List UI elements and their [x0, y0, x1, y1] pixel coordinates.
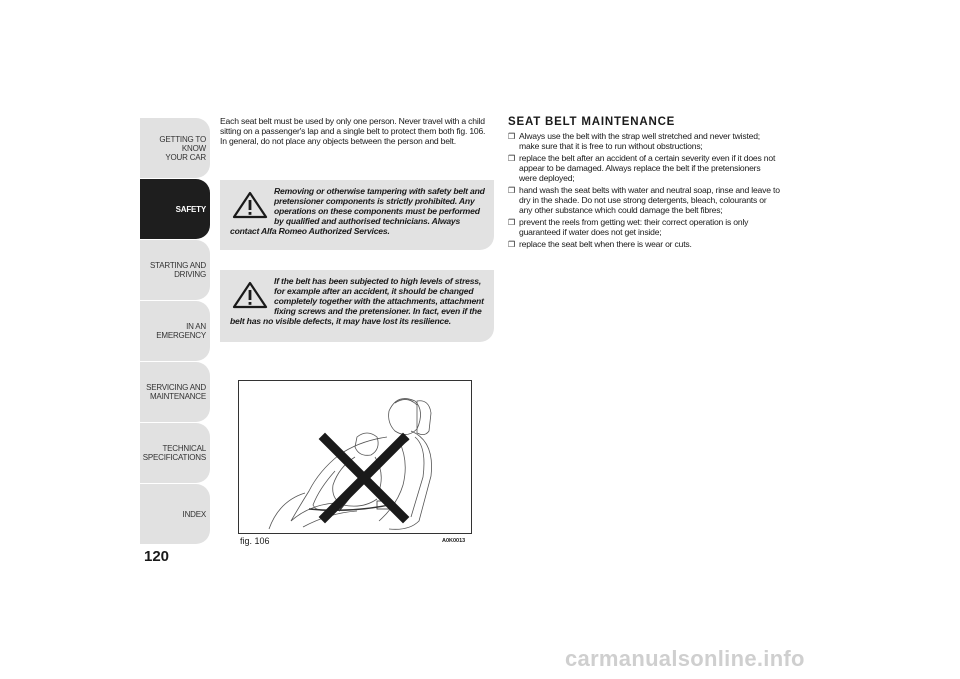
- list-item-text: replace the seat belt when there is wear or cuts.: [519, 239, 692, 249]
- tab-label: IN AN EMERGENCY: [156, 322, 206, 340]
- watermark: carmanualsonline.info: [565, 646, 805, 671]
- list-item-text: hand wash the seat belts with water and neutral soap, rinse and leave to dry in the shade. Do not use strong detergents, bleach, colourants or any other substance which could damage the belt fibres;: [519, 185, 780, 215]
- tab-label: SAFETY: [175, 204, 206, 214]
- list-item: [508, 131, 780, 151]
- warning-triangle-icon: [230, 280, 270, 310]
- seat-belt-illustration: [239, 381, 471, 533]
- tab-getting-to-know-your-car[interactable]: [140, 118, 210, 178]
- tab-in-an-emergency[interactable]: [140, 301, 210, 361]
- warning-triangle-icon: [230, 190, 270, 220]
- page-number: 120: [144, 548, 170, 565]
- intro-paragraph: Each seat belt must be used by only one person. Never travel with a child sitting on a passenger's lap and a single belt to protect them both fig. 106. In general, do not place any objects between the person and belt.: [220, 116, 486, 146]
- tab-label: STARTING AND DRIVING: [150, 261, 206, 279]
- list-item-text: prevent the reels from getting wet: their correct operation is only guaranteed if water does not get inside;: [519, 217, 749, 237]
- figure-code: A0K0013: [442, 538, 466, 544]
- tab-servicing-and-maintenance[interactable]: [140, 362, 210, 422]
- tab-technical-specifications[interactable]: [140, 423, 210, 483]
- tab-label: INDEX: [182, 509, 206, 519]
- list-item: [508, 217, 780, 237]
- list-item-text: replace the belt after an accident of a certain severity even if it does not appear to be damaged. Always replace the belt if the pretensioners were deployed;: [519, 153, 776, 183]
- tab-index[interactable]: [140, 484, 210, 544]
- bullet-box-icon: ❒: [508, 218, 515, 227]
- tab-starting-and-driving[interactable]: [140, 240, 210, 300]
- bullet-box-icon: ❒: [508, 186, 515, 195]
- bullet-box-icon: ❒: [508, 154, 515, 163]
- bullet-box-icon: ❒: [508, 240, 515, 249]
- figure-illustration: [238, 380, 472, 534]
- section-title: SEAT BELT MAINTENANCE: [508, 116, 676, 128]
- tab-safety[interactable]: [140, 179, 210, 239]
- warning-text: If the belt has been subjected to high levels of stress, for example after an accident, it should be changed completely together with the attachments, attachment fixing screws and the pretensioner. In fact, even if the belt has no visible defects, it may have lost its resilience.: [230, 276, 484, 326]
- tab-label: GETTING TO KNOW YOUR CAR: [159, 134, 206, 162]
- list-item: [508, 153, 780, 183]
- warning-box: [220, 180, 494, 250]
- list-item: [508, 239, 780, 249]
- warning-box: [220, 270, 494, 342]
- tab-label: SERVICING AND MAINTENANCE: [146, 383, 206, 401]
- maintenance-list: [508, 131, 780, 251]
- warning-text: Removing or otherwise tampering with safety belt and pretensioner components is strictly prohibited. Any operations on these components must be performed by qualified and authorised technicians. Always contact Alfa Romeo Authorized Services.: [230, 186, 485, 236]
- figure-caption: fig. 106: [240, 536, 270, 546]
- list-item: [508, 185, 780, 215]
- list-item-text: Always use the belt with the strap well stretched and never twisted; make sure that it is free to run without obstructions;: [519, 131, 760, 151]
- tab-label: TECHNICAL SPECIFICATIONS: [142, 444, 206, 462]
- bullet-box-icon: ❒: [508, 132, 515, 141]
